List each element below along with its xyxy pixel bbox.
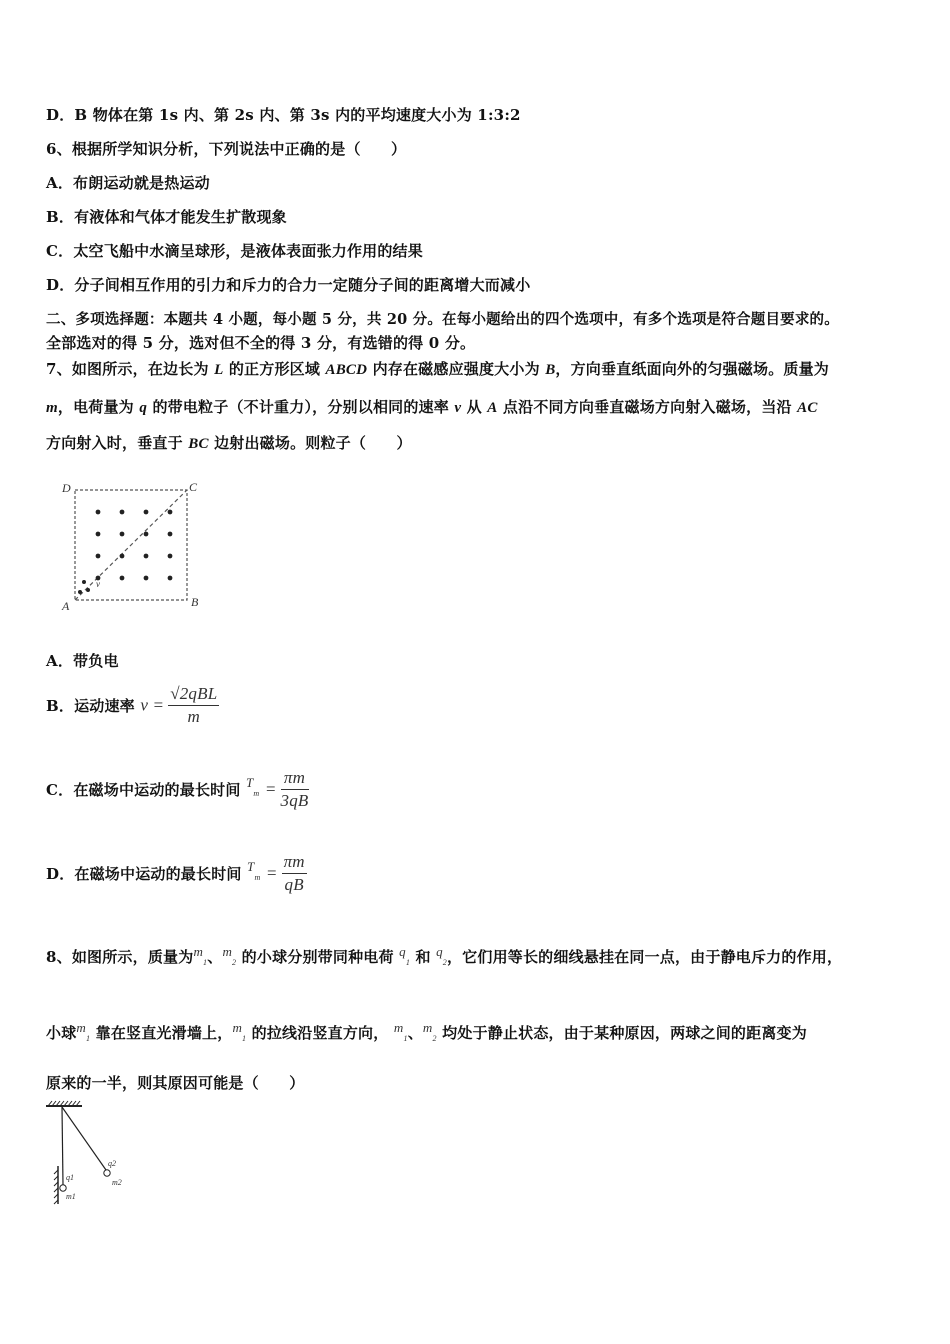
q7-figure [58,478,208,613]
q8-label-m1: m1 [66,1192,76,1201]
q7-option-a: A．带负电 [46,652,119,670]
q8-stem-line3: 原来的一半，则其原因可能是（ ） [46,1074,305,1092]
q7-stem-line1: 7、如图所示，在边长为 L 的正方形区域 ABCD 内存在磁感应强度大小为 B，方向垂直纸面向外的匀强磁场。质量为 [46,360,830,378]
q6-option-c: C．太空飞船中水滴呈球形，是液体表面张力作用的结果 [46,242,423,260]
q8-label-q2: q2 [108,1159,116,1168]
q6-option-b: B．有液体和气体才能发生扩散现象 [46,208,287,226]
q7-label-D: D [62,481,71,495]
q7-label-B: B [191,595,199,609]
q6-option-a: A．布朗运动就是热运动 [46,174,210,192]
q8-figure [42,1100,142,1208]
q7-label-v: v [96,579,100,589]
q8-label-q1: q1 [66,1173,74,1182]
q7-option-c: C．在磁场中运动的最长时间 $T_m$ = $\frac{\pi m}{3qB}$ [46,768,309,810]
q8-stem-line1: 8、如图所示，质量为$m_1$、$m_2$ 的小球分别带同种电荷 $q_1$ 和 $q_2$，它们用等长的细线悬挂在同一点，由于静电斥力的作用， [46,944,843,967]
q7-option-d: D．在磁场中运动的最长时间 $T_m$ = $\frac{\pi m}{qB}$ [46,852,305,894]
section2-heading: 二、多项选择题：本题共 4 小题，每小题 5 分，共 20 分。在每小题给出的四个选项中，有多个选项是符合题目要求的。 [46,311,839,328]
section2-scoring: 全部选对的得 5 分，选对但不全的得 3 分，有选错的得 0 分。 [46,334,476,352]
q7-option-b: B．运动速率 v = $\frac{\text{√2qBL}}{m}$ [46,684,218,726]
q6-option-d: D．分子间相互作用的引力和斥力的合力一定随分子间的距离增大而减小 [46,276,531,294]
q7-label-C: C [189,480,198,494]
q8-label-m2: m2 [112,1178,122,1187]
q5-option-d: D．B 物体在第 1s 内、第 2s 内、第 3s 内的平均速度大小为 1:3:2 [46,106,521,124]
q7-label-A: A [62,599,70,613]
q7-stem-line2: m，电荷量为 q 的带电粒子（不计重力），分别以相同的速率 v 从 A 点沿不同方向垂直磁场方向射入磁场，当沿 AC [46,398,818,416]
q7-stem-line3: 方向射入时，垂直于 BC 边射出磁场。则粒子（ ） [46,434,412,452]
q8-stem-line2: 小球$m_1$ 靠在竖直光滑墙上，$m_1$ 的拉线沿竖直方向， $m_1$、$m_2$ 均处于静止状态，由于某种原因，两球之间的距离变为 [46,1020,807,1043]
q6-stem: 6、根据所学知识分析，下列说法中正确的是（ ） [46,140,407,158]
